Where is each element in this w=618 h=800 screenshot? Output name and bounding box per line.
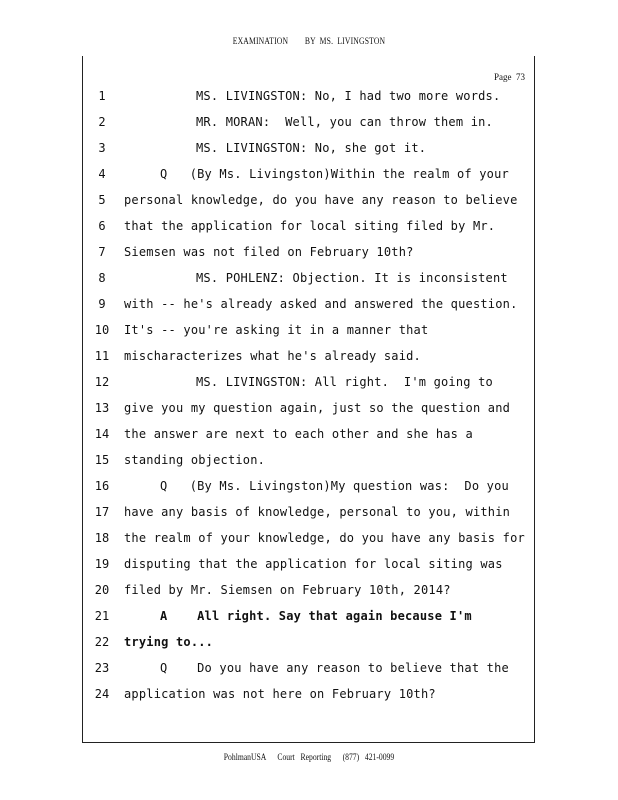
transcript-line	[0, 401, 618, 427]
line-number: 2	[98, 115, 106, 129]
line-number: 22	[94, 635, 110, 649]
line-text: MS. POHLENZ: Objection. It is inconsistent	[196, 271, 508, 285]
transcript-line	[0, 219, 618, 245]
line-text: A All right. Say that again because I'm	[160, 609, 472, 623]
transcript-line	[0, 583, 618, 609]
transcript-line	[0, 661, 618, 687]
transcript-line	[0, 531, 618, 557]
transcript-line	[0, 89, 618, 115]
transcript-line	[0, 349, 618, 375]
line-text: application was not here on February 10th?	[124, 687, 436, 701]
transcript-line	[0, 271, 618, 297]
line-number: 16	[94, 479, 110, 493]
line-number: 1	[98, 89, 106, 103]
transcript-line	[0, 115, 618, 141]
line-number: 9	[98, 297, 106, 311]
transcript-line	[0, 609, 618, 635]
transcript-line	[0, 297, 618, 323]
transcript-line	[0, 479, 618, 505]
line-number: 18	[94, 531, 110, 545]
transcript-line	[0, 453, 618, 479]
line-text: give you my question again, just so the question and	[124, 401, 511, 415]
line-text: Q (By Ms. Livingston)Within the realm of your	[160, 167, 509, 181]
transcript-line	[0, 557, 618, 583]
line-text: MS. LIVINGSTON: No, I had two more words.	[196, 89, 501, 103]
line-text: Siemsen was not filed on February 10th?	[124, 245, 414, 259]
transcript-line	[0, 167, 618, 193]
line-number: 8	[98, 271, 106, 285]
transcript-line	[0, 505, 618, 531]
transcript-line	[0, 635, 618, 661]
line-text: Q Do you have any reason to believe that the	[160, 661, 509, 675]
line-text: filed by Mr. Siemsen on February 10th, 2014?	[124, 583, 451, 597]
line-text: It's -- you're asking it in a manner that	[124, 323, 429, 337]
transcript-line	[0, 687, 618, 713]
line-number: 19	[94, 557, 110, 571]
line-number: 17	[94, 505, 110, 519]
line-number: 6	[98, 219, 106, 233]
page-header: EXAMINATION BY MS. LIVINGSTON	[232, 36, 386, 46]
transcript-line	[0, 141, 618, 167]
transcript-line	[0, 427, 618, 453]
line-number: 12	[94, 375, 110, 389]
line-text: Q (By Ms. Livingston)My question was: Do you	[160, 479, 509, 493]
line-number: 4	[98, 167, 106, 181]
line-text: have any basis of knowledge, personal to you, within	[124, 505, 511, 519]
line-text: the realm of your knowledge, do you have any basis for	[124, 531, 525, 545]
page-number: Page 73	[494, 72, 525, 82]
line-number: 7	[98, 245, 106, 259]
line-number: 5	[98, 193, 106, 207]
line-number: 15	[94, 453, 110, 467]
line-text: personal knowledge, do you have any reason to believe	[124, 193, 518, 207]
line-text: disputing that the application for local siting was	[124, 557, 503, 571]
line-number: 20	[94, 583, 110, 597]
transcript-line	[0, 193, 618, 219]
line-text: mischaracterizes what he's already said.	[124, 349, 421, 363]
line-text: MS. LIVINGSTON: No, she got it.	[196, 141, 427, 155]
line-text: that the application for local siting filed by Mr.	[124, 219, 496, 233]
line-number: 14	[94, 427, 110, 441]
transcript-line	[0, 323, 618, 349]
line-text: with -- he's already asked and answered the question.	[124, 297, 518, 311]
line-number: 10	[94, 323, 110, 337]
line-text: MR. MORAN: Well, you can throw them in.	[196, 115, 493, 129]
line-number: 11	[94, 349, 110, 363]
line-number: 23	[94, 661, 110, 675]
line-number: 13	[94, 401, 110, 415]
transcript-line	[0, 375, 618, 401]
transcript-line	[0, 245, 618, 271]
line-text: trying to...	[124, 635, 214, 649]
line-text: MS. LIVINGSTON: All right. I'm going to	[196, 375, 493, 389]
page-footer: PohlmanUSA Court Reporting (877) 421-0099	[223, 752, 395, 762]
line-text: the answer are next to each other and she has a	[124, 427, 473, 441]
line-text: standing objection.	[124, 453, 266, 467]
line-number: 3	[98, 141, 106, 155]
line-number: 21	[94, 609, 110, 623]
line-number: 24	[94, 687, 110, 701]
